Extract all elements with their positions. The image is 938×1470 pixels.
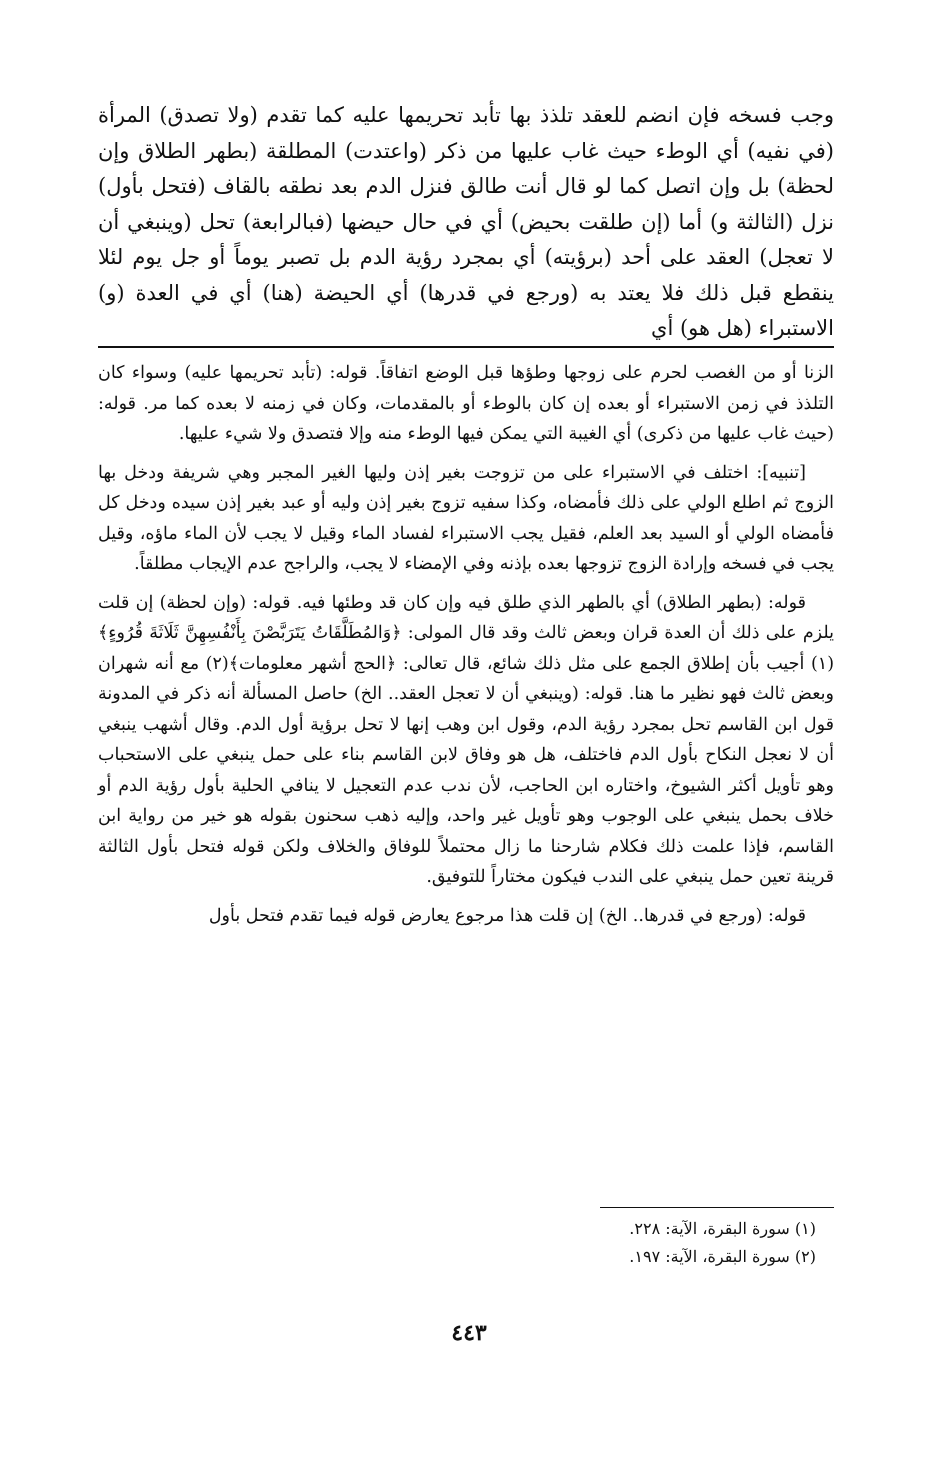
- main-text-divider: [98, 346, 834, 348]
- commentary-paragraph: قوله: (بطهر الطلاق) أي بالطهر الذي طلق فيه وإن كان قد وطئها فيه. قوله: (وإن لحظة) إن قلت يلزم على ذلك أن العدة قران وبعض ثالث وقد قال المولى: ﴿وَالمُطَلَّقَاتُ يَتَرَبَّصْنَ بِأَنْفُسِهِنَّ ثَلَاثَةَ قُرُوءٍ﴾(١) أجيب بأن إطلاق الجمع على مثل ذلك شائع، قال تعالى: ﴿الحج أشهر معلومات﴾(٢) مع أنه شهران وبعض ثالث فهو نظير ما هنا. قوله: (وينبغي أن لا تعجل العقد.. الخ) حاصل المسألة أنه ذكر في المدونة قول ابن القاسم تحل بمجرد رؤية الدم، وقول ابن وهب إنها لا تحل برؤية أول الدم. وقال أشهب ينبغي أن لا نعجل النكاح بأول الدم فاختلف، هل هو وفاق لابن القاسم بناء على حمل ينبغي على الاستحباب وهو تأويل أكثر الشيوخ، واختاره ابن الحاجب، لأن ندب عدم التعجيل لا ينافي الحلية بأول رؤية الدم أو خلاف بحمل ينبغي على الوجوب وهو تأويل غير واحد، وإليه ذهب سحنون بقوله هو خير من رواية ابن القاسم، فإذا علمت ذلك فكلام شارحنا ما زال محتملاً للوفاق والخلاف ولكن قوله فتحل بأول الثالثة قرينة تعين حمل ينبغي على الندب فيكون مختاراً للتوفيق.: [98, 592, 835, 887]
- footnote-divider: [600, 1207, 834, 1208]
- commentary-paragraph: [تنبيه]: اختلف في الاستبراء على من تزوجت بغير إذن وليها الغير المجبر وهي شريفة ودخل بها الزوج ثم اطلع الولي على ذلك فأمضاه، وكذا سفيه تزوج بغير إذن وليه أو عبد بغير إذن سيده ودخل كل فأمضاه الولي أو السيد بعد العلم، فقيل يجب الاستبراء لفساد الماء وقيل لا يجب لأن الماء ماؤه، وقيل يجب في فسخه وإرادة الزوج تزوجها بعده بإذنه وفي الإمضاء لا يجب، والراجح عدم الإيجاب مطلقاً.: [98, 462, 834, 574]
- main-text: وجب فسخه فإن انضم للعقد تلذذ بها تأبد تحريمها عليه كما تقدم (ولا تصدق) المرأة (في نفيه) أي الوطء حيث غاب عليها من ذكر (واعتدت) المطلقة (بطهر الطلاق وإن لحظة) بل وإن اتصل كما لو قال أنت طالق فنزل الدم بعد نطقه بالقاف (فتحل بأول) نزل (الثالثة و) أما (إن طلقت بحيض) أي في حال حيضها (فبالرابعة) تحل (وينبغي أن لا تعجل) العقد على أحد (برؤيته) أي بمجرد رؤية الدم بل تصبر يوماً أو جل يوم لئلا ينقطع قبل ذلك فلا يعتد به (ورجع في قدرها) أي الحيضة (هنا) أي في العدة (و) الاستبراء (هل هو) أي: [98, 103, 834, 340]
- commentary-paragraph: قوله: (ورجع في قدرها.. الخ) إن قلت هذا مرجوع يعارض قوله فيما تقدم فتحل بأول: [208, 905, 806, 926]
- page-number: ٤٤٣: [451, 1320, 487, 1346]
- commentary-paragraph: الزنا أو من الغصب لحرم على زوجها وطؤها قبل الوضع اتفاقاً. قوله: (تأبد تحريمها عليه) وسواء كان التلذذ في زمن الاستبراء أو بعده إن كان بالوطء أو بالمقدمات، وكان في زمنه لا بعده كما مر. قوله: (حيث غاب عليها من ذكرى) أي الغيبة التي يمكن فيها الوطء منه وإلا فتصدق ولا شيء عليها.: [98, 363, 834, 444]
- footnotes: [98, 1215, 834, 1271]
- footnote: (١) سورة البقرة، الآية: ٢٢٨.: [629, 1219, 816, 1238]
- commentary-section: [98, 358, 834, 939]
- footnote: (٢) سورة البقرة، الآية: ١٩٧.: [629, 1247, 816, 1266]
